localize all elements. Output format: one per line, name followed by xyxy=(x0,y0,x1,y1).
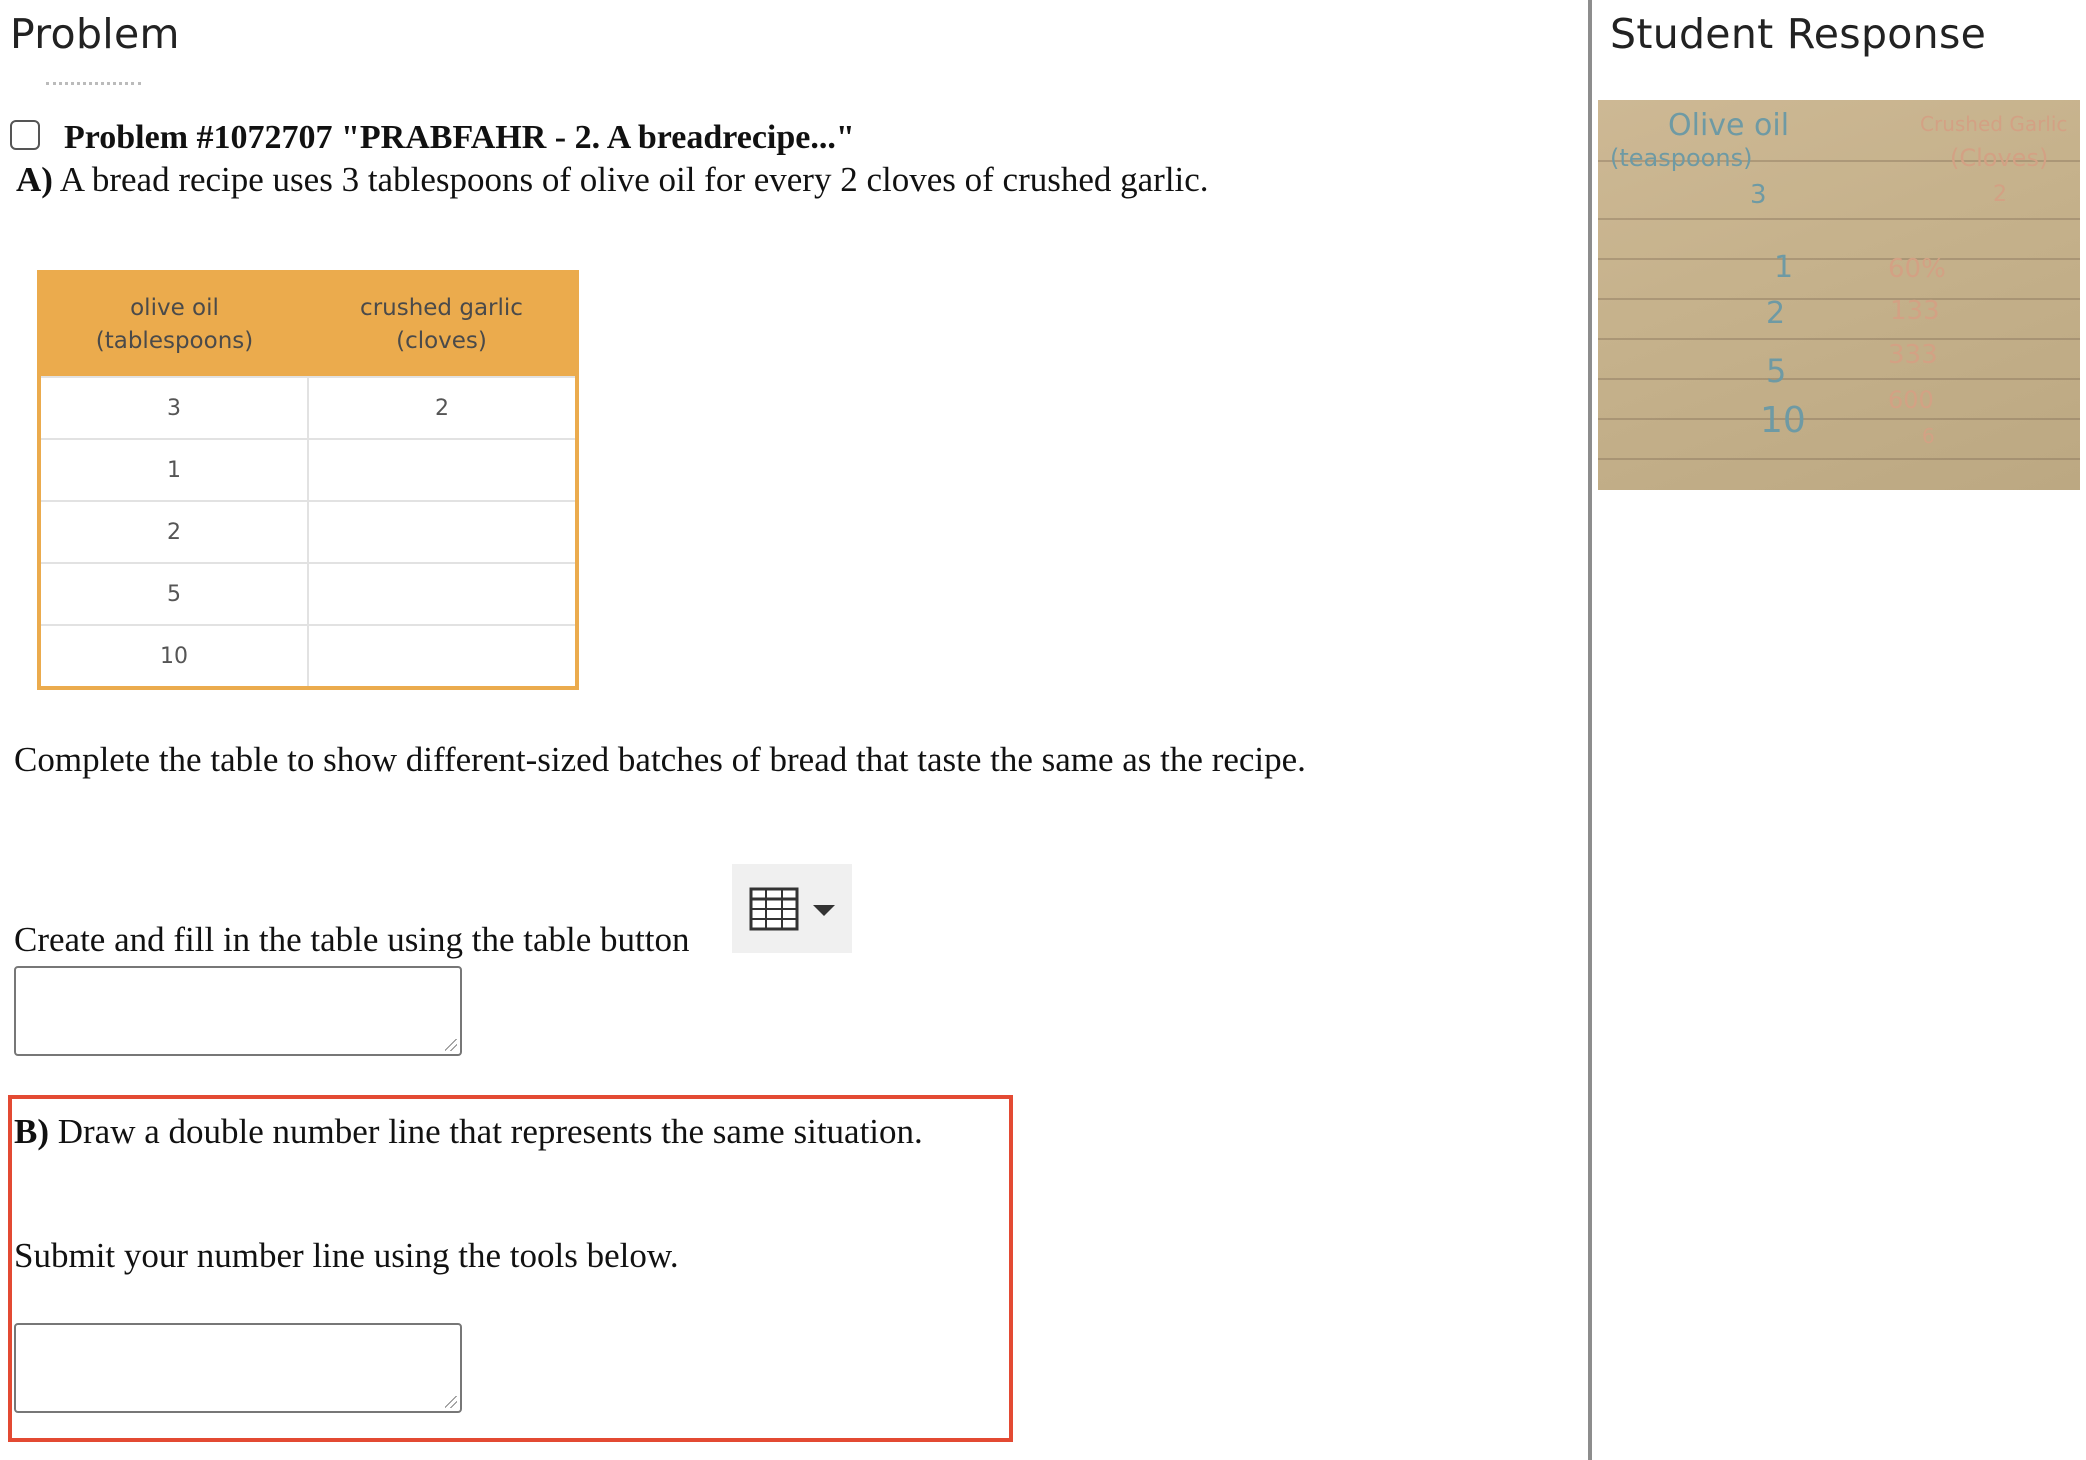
part-a-label: A) xyxy=(16,160,53,199)
handwritten-cell: 3 xyxy=(1750,180,1767,210)
paper-rule-line xyxy=(1598,298,2080,300)
recipe-table xyxy=(37,270,579,690)
handwritten-cell: 10 xyxy=(1760,400,1806,441)
recipe-table-header-row xyxy=(39,272,577,377)
table-row xyxy=(39,625,577,688)
paper-rule-line xyxy=(1598,418,2080,420)
table-instruction: Complete the table to show different-sized batches of bread that taste the same as the recipe. xyxy=(14,740,1306,779)
table-row xyxy=(39,563,577,625)
problem-select-checkbox[interactable] xyxy=(10,120,40,150)
handwritten-header-teaspoons: (teaspoons) xyxy=(1610,144,1753,172)
paper-rule-line xyxy=(1598,218,2080,220)
handwritten-header-crushed-garlic: Crushed Garlic xyxy=(1920,112,2068,136)
resize-handle-icon[interactable] xyxy=(445,1039,457,1051)
table-cell: 5 xyxy=(39,563,308,625)
problem-header-label: Problem #1072707 "PRABFAHR - 2. A breadrecipe..." xyxy=(64,119,855,156)
header-olive-oil-line1: olive oil xyxy=(130,295,219,321)
part-b-answer-textarea[interactable] xyxy=(14,1323,462,1413)
header-crushed-garlic-line1: crushed garlic xyxy=(360,295,523,321)
faded-text-remnant xyxy=(46,82,141,85)
table-cell: 10 xyxy=(39,625,308,688)
paper-rule-line xyxy=(1598,378,2080,380)
handwritten-cell: 1 xyxy=(1774,250,1794,285)
resize-handle-icon[interactable] xyxy=(445,1396,457,1408)
problem-header xyxy=(10,118,855,158)
table-cell xyxy=(308,501,577,563)
header-crushed-garlic-line2: (cloves) xyxy=(396,328,487,354)
table-cell xyxy=(308,563,577,625)
table-cell: 2 xyxy=(39,501,308,563)
table-row xyxy=(39,439,577,501)
table-icon xyxy=(749,887,799,931)
part-b-prompt xyxy=(14,1112,923,1152)
handwritten-cell: 5 xyxy=(1766,352,1787,390)
table-cell: 3 xyxy=(39,377,308,439)
table-row xyxy=(39,501,577,563)
table-row xyxy=(39,377,577,439)
handwritten-fraction-denominator: 6 xyxy=(1922,424,1935,448)
student-response-photo xyxy=(1598,100,2080,490)
handwritten-cell: 133 xyxy=(1890,296,1940,326)
handwritten-cell: 600 xyxy=(1888,386,1934,414)
handwritten-header-cloves: (Cloves) xyxy=(1950,144,2049,172)
header-olive-oil xyxy=(39,272,308,377)
header-crushed-garlic xyxy=(308,272,577,377)
part-b-text: Draw a double number line that represents the same situation. xyxy=(49,1112,923,1151)
paper-rule-line xyxy=(1598,258,2080,260)
handwritten-cell: 333 xyxy=(1888,340,1938,370)
part-a-prompt xyxy=(16,160,1209,200)
part-a-text: A bread recipe uses 3 tablespoons of olive oil for every 2 cloves of crushed garlic. xyxy=(52,160,1209,199)
paper-rule-line xyxy=(1598,458,2080,460)
table-insert-button[interactable] xyxy=(732,864,852,953)
table-cell xyxy=(308,625,577,688)
handwritten-cell: 2 xyxy=(1766,296,1786,331)
panel-title: Student Response xyxy=(1610,10,1987,58)
part-b-submit-instruction: Submit your number line using the tools below. xyxy=(14,1236,679,1275)
part-b-label: B) xyxy=(14,1112,49,1151)
chevron-down-icon xyxy=(813,905,835,916)
part-a-answer-textarea[interactable] xyxy=(14,966,462,1056)
handwritten-cell: 2 xyxy=(1993,182,2007,207)
paper-rule-line xyxy=(1598,338,2080,340)
panel-title: Problem xyxy=(10,10,180,58)
student-response-panel xyxy=(1592,0,2086,1460)
table-cell: 2 xyxy=(308,377,577,439)
table-cell xyxy=(308,439,577,501)
header-olive-oil-line2: (tablespoons) xyxy=(95,328,254,354)
handwritten-header-olive-oil: Olive oil xyxy=(1668,108,1790,143)
table-cell: 1 xyxy=(39,439,308,501)
create-table-instruction: Create and fill in the table using the table button xyxy=(14,920,690,959)
handwritten-cell: 60% xyxy=(1888,254,1946,284)
